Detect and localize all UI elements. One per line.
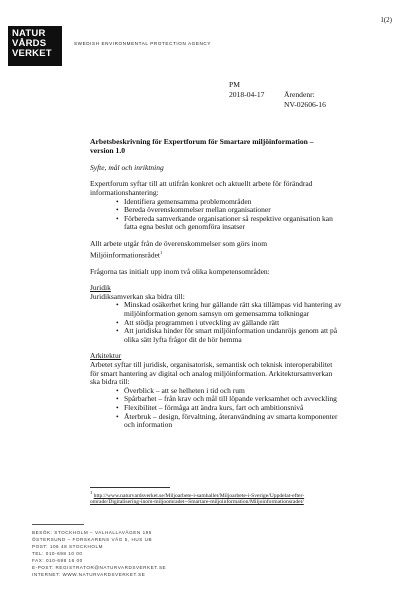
juridik-subheading: Juridiksamverkan ska bidra till: [90,291,185,301]
arkitektur-bullet-4: • Återbruk – design, förvaltning, återanvändning av smarta komponenter [90,413,368,422]
intro-line-2: informationshantering: [90,188,159,197]
footer-line: E-POST: REGISTRATOR@NATURVARDSVERKET.SE [32,565,167,570]
footnote-ref[interactable]: 1 [160,249,163,255]
footer-line: TEL: 010-698 10 00 [32,551,83,556]
footer-line: BESÖK: STOCKHOLM – VALHALLAVÄGEN 195 [32,530,152,535]
intro-line-1: Expertforum syftar till att utifrån konkret och aktuellt arbete för förändrad [90,179,313,189]
arkitektur-heading: Arkitektur [90,351,122,361]
footer-line: FAX: 010-698 16 00 [32,558,83,563]
footnote-divider [90,487,170,488]
logo-line-3: VERKET [12,48,52,59]
arkitektur-line-3: ska bidra till: [90,377,130,387]
footnote-link-cont[interactable]: omrade/Digitalisering-inom-miljoomradet--Smartare-miljoinformation/Miljoinformationsradet/ [90,499,304,506]
title-line-2: version 1.0 [90,146,126,156]
arkitektur-line-1: Arbetet syftar till juridisk, organisatorisk, semantisk och teknisk interoperabilitet [90,360,333,369]
para2-text: Miljöinformationsrådet [90,250,160,260]
intro-bullet: • Bereda överenskommelser mellan organisationer [90,206,368,215]
intro-bullet-continuation: fatta egna beslut och genomföra insatser [124,222,245,232]
arkitektur-bullet-1: • Överblick – att se helheten i tid och rum [90,387,368,396]
footer-line: INTERNET: WWW.NATURVARDSVERKET.SE [32,572,146,577]
footnote-number: 1 [90,490,93,495]
document-body [90,137,368,430]
juridik-bullet-2: • Att stödja programmen i utveckling av gällande rätt [90,319,368,328]
page-number: 1(2) [380,16,392,24]
case-number: NV-02606-16 [284,100,326,109]
title-line-1: Arbetsbeskrivning för Expertforum för Smartare miljöinformation – [90,137,314,146]
logo-line-2: VÅRDS [12,38,47,49]
para3: Frågorna tas initialt upp inom två olika kompetensområden: [90,266,270,276]
arkitektur-bullet-2: • Spårbarhet – från krav och mål till löpande verksamhet och avveckling [90,395,368,404]
para2-line-2 [90,249,368,260]
juridik-bullet-1: • Minskad osäkerhet kring hur gällande rätt ska tillämpas vid hantering av [90,301,368,310]
arkitektur-bullet-4-cont: och information [124,420,173,430]
footnote [90,490,370,506]
para2-line-1: Allt arbete utgår från de överenskommelser som görs inom [90,238,268,248]
footer-line: ÖSTERSUND – FORSKARENS VÄG 5, HUS UB [32,537,153,542]
juridik-bullet-3-cont: olika sätt lyfta frågor dit de hör hemma [124,334,242,344]
section-heading: Syfte, mål och inriktning [90,162,164,172]
juridik-bullet-3: • Att juridiska hinder för smart miljöinformation undanröjs genom att på [90,327,368,336]
case-label: Ärendenr: [284,90,315,99]
doc-type: PM [229,80,240,89]
footer-divider [32,524,84,525]
intro-bullet: • Förbereda samverkande organisationer så respektive organisation kan [90,215,368,224]
logo-line-1: NATUR [12,28,46,39]
footer-address [32,529,166,578]
doc-date: 2018-04-17 [229,90,265,99]
agency-name: SWEDISH ENVIRONMENTAL PROTECTION AGENCY [74,41,211,46]
juridik-bullet-1-cont: miljöinformation genom samsyn om gemensamma tolkningar [124,309,310,319]
footnote-link[interactable]: http://www.naturvardsverket.se/Miljoarbete-i-samhallet/Miljoarbete-i-Sverige/Uppdelat-efter- [93,492,305,499]
arkitektur-bullet-3: • Flexibilitet – förmåga att ändra kurs, fart och ambitionsnivå [90,404,368,413]
juridik-heading: Juridik [90,283,111,293]
doc-title [90,137,368,156]
intro-bullet: • Identifiera gemensamma problemområden [90,198,368,207]
footer-line: POST: 106 48 STOCKHOLM [32,544,103,549]
naturvardsverket-logo [8,26,62,66]
arkitektur-line-2: för smart hantering av digital och analog miljöinformation. Arkitektursamverkan [90,368,333,378]
